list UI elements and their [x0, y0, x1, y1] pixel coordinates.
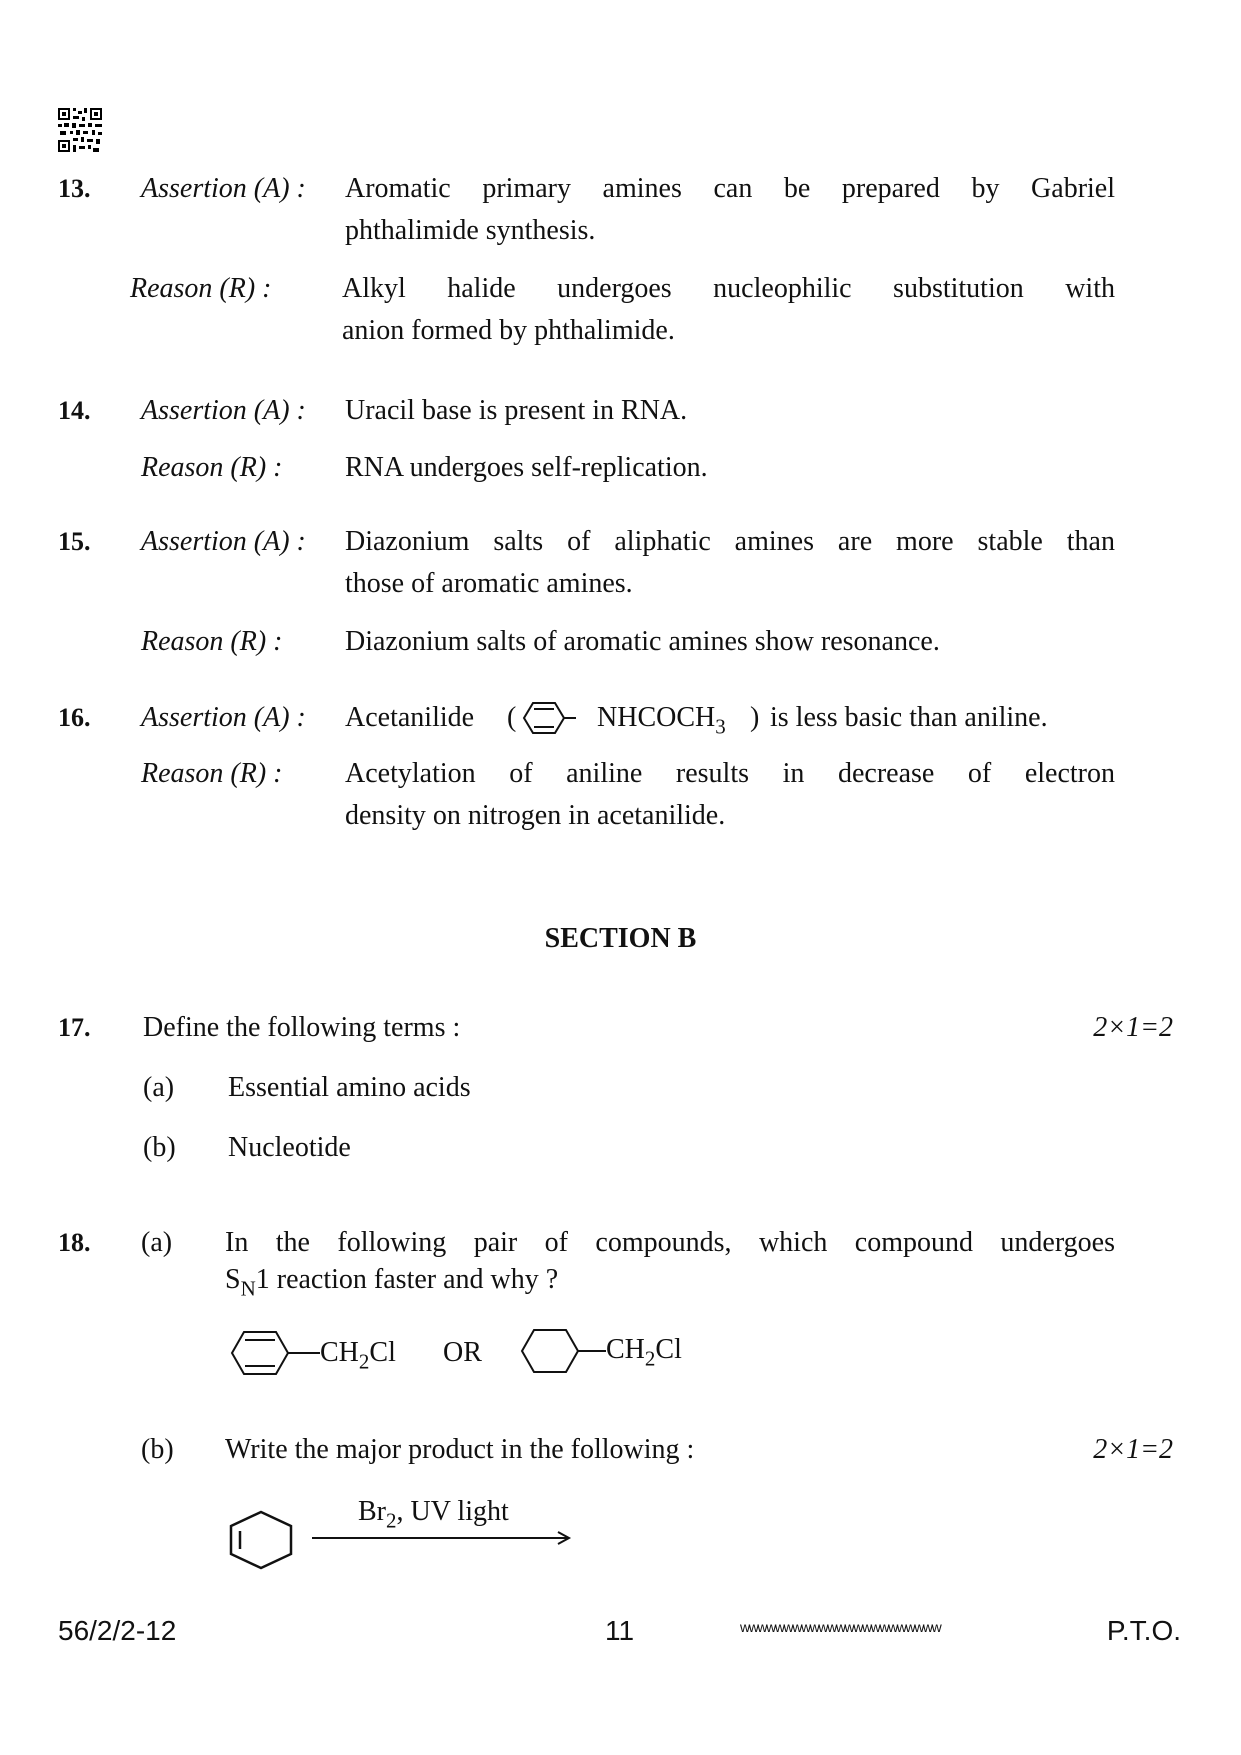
marks: 2×1=2: [1093, 1012, 1173, 1043]
formula-subscript: 3: [715, 714, 726, 739]
question-text: [225, 1259, 558, 1301]
assertion-label: Assertion (A) :: [141, 702, 306, 733]
formula-group: [597, 697, 726, 739]
reagent-text: Br: [358, 1496, 386, 1527]
reason-label: Reason (R) :: [141, 626, 283, 657]
part-label: (a): [143, 1072, 175, 1103]
formula-text: CH: [606, 1334, 645, 1365]
reason-text: density on nitrogen in acetanilide.: [345, 800, 726, 831]
assertion-text: Diazonium salts of aliphatic amines are more stable than: [345, 526, 1115, 557]
reaction-arrow-icon: [312, 1530, 572, 1546]
reason-text: RNA undergoes self-replication.: [345, 452, 708, 483]
formula-subscript: 2: [358, 1349, 370, 1374]
question-text: Define the following terms :: [143, 1012, 461, 1043]
reagent-label: [358, 1491, 509, 1533]
open-paren: (: [507, 702, 517, 733]
part-label: (b): [143, 1132, 176, 1163]
reason-text: Alkyl halide undergoes nucleophilic substitution with: [342, 273, 1115, 304]
question-number: 18.: [58, 1228, 91, 1257]
assertion-text: Uracil base is present in RNA.: [345, 395, 688, 426]
formula-text: NHCOCH: [597, 702, 716, 733]
reason-text: anion formed by phthalimide.: [342, 315, 675, 346]
page-number: 11: [605, 1615, 635, 1646]
formula-text: Cl: [655, 1334, 682, 1365]
question-number: 16.: [58, 703, 91, 732]
paper-code: 56/2/2-12: [58, 1615, 177, 1646]
part-label: (b): [141, 1434, 174, 1465]
compound-formula: [606, 1329, 682, 1371]
sn-rest: 1 reaction faster and why ?: [255, 1264, 559, 1295]
sn-s: S: [225, 1264, 241, 1295]
marks: 2×1=2: [1093, 1434, 1173, 1465]
formula-text: Cl: [369, 1337, 396, 1368]
cyclohexene-ring-icon: [229, 1510, 295, 1570]
question-number: 17.: [58, 1013, 91, 1042]
assertion-text: is less basic than aniline.: [770, 702, 1048, 733]
section-title: SECTION B: [544, 923, 697, 954]
reason-text: Diazonium salts of aromatic amines show resonance.: [345, 626, 940, 657]
reason-text: Acetylation of aniline results in decrease of electron: [345, 758, 1115, 789]
part-text: Nucleotide: [228, 1132, 351, 1163]
compound-formula: [320, 1332, 396, 1374]
question-number: 14.: [58, 396, 91, 425]
reason-label: Reason (R) :: [141, 758, 283, 789]
reason-label: Reason (R) :: [141, 452, 283, 483]
sn-subscript: N: [240, 1276, 256, 1301]
question-number: 13.: [58, 174, 91, 203]
close-paren: ): [750, 702, 760, 733]
assertion-label: Assertion (A) :: [141, 173, 306, 204]
formula-subscript: 2: [644, 1346, 656, 1371]
reason-label: Reason (R) :: [130, 273, 272, 304]
or-text: OR: [443, 1337, 482, 1368]
assertion-text: Acetanilide: [345, 702, 475, 733]
assertion-text: those of aromatic amines.: [345, 568, 633, 599]
formula-text: CH: [320, 1337, 359, 1368]
reagent-subscript: 2: [386, 1508, 397, 1533]
squiggle-line: wwwwwwwwwwwwwwwwwwwwwww: [740, 1619, 941, 1635]
assertion-label: Assertion (A) :: [141, 395, 306, 426]
pto-label: P.T.O.: [1106, 1615, 1181, 1646]
assertion-label: Assertion (A) :: [141, 526, 306, 557]
assertion-text: phthalimide synthesis.: [345, 215, 596, 246]
reagent-text: , UV light: [396, 1496, 509, 1527]
qr-code-icon: [58, 108, 102, 152]
question-text: Write the major product in the following :: [225, 1434, 695, 1465]
cyclohexane-ring-icon: [520, 1328, 610, 1374]
benzene-ring-icon: [230, 1330, 320, 1376]
part-text: Essential amino acids: [228, 1072, 471, 1103]
assertion-text: Aromatic primary amines can be prepared by Gabriel: [345, 173, 1115, 204]
question-number: 15.: [58, 527, 91, 556]
benzene-ring-icon: [522, 701, 576, 735]
question-text: In the following pair of compounds, which compound undergoes: [225, 1227, 1115, 1258]
part-label: (a): [141, 1227, 173, 1258]
